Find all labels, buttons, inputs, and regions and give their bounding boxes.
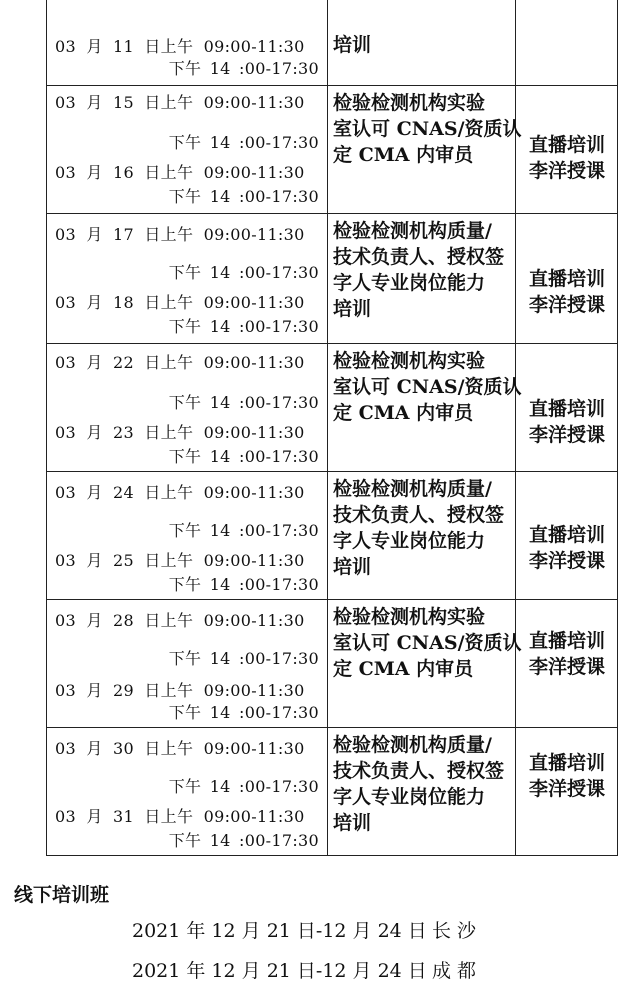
mode-line: 直播培训	[528, 398, 605, 420]
topic-line: 定 CMA 内审员	[333, 144, 474, 166]
pm-time: 下午 14 :00-17:30	[168, 393, 319, 412]
schedule-row	[46, 728, 618, 856]
topic-cell	[327, 344, 522, 471]
topic-line: 技术负责人、授权签	[333, 504, 505, 526]
topic-line: 检验检测机构质量/	[333, 734, 492, 756]
time-cell	[47, 728, 328, 855]
topic-line: 培训	[333, 298, 372, 320]
topic-line: 培训	[333, 556, 372, 578]
am-time: 03 月 29 日上午 09:00-11:30	[55, 681, 305, 700]
time-cell	[47, 344, 328, 471]
topic-line: 室认可 CNAS/资质认	[333, 632, 522, 654]
am-time: 03 月 18 日上午 09:00-11:30	[55, 293, 305, 312]
schedule-row	[46, 344, 618, 472]
pm-time: 下午 14 :00-17:30	[168, 133, 319, 152]
mode-line: 直播培训	[528, 752, 605, 774]
pm-time: 下午 14 :00-17:30	[168, 447, 319, 466]
topic-cell	[327, 214, 516, 343]
mode-cell	[515, 214, 619, 343]
mode-cell	[515, 0, 619, 85]
topic-cell	[327, 86, 522, 213]
schedule-row	[46, 600, 618, 728]
topic-line: 检验检测机构质量/	[333, 478, 492, 500]
topic-line: 培训	[333, 34, 372, 56]
mode-cell	[515, 86, 619, 213]
am-time: 03 月 22 日上午 09:00-11:30	[55, 353, 305, 372]
topic-line: 室认可 CNAS/资质认	[333, 118, 522, 140]
topic-cell	[327, 728, 516, 855]
topic-line: 检验检测机构实验	[333, 606, 486, 628]
mode-line: 李洋授课	[528, 294, 605, 316]
am-time: 03 月 24 日上午 09:00-11:30	[55, 483, 305, 502]
topic-cell	[327, 472, 516, 599]
topic-line: 字人专业岗位能力	[333, 272, 486, 294]
am-time: 03 月 17 日上午 09:00-11:30	[55, 225, 305, 244]
time-cell	[47, 214, 328, 343]
pm-time: 下午 14 :00-17:30	[168, 777, 319, 796]
schedule-row	[46, 86, 618, 214]
offline-city: 成都	[432, 960, 483, 982]
mode-line: 李洋授课	[528, 160, 605, 182]
pm-time: 下午 14 :00-17:30	[168, 263, 319, 282]
mode-line: 直播培训	[528, 268, 605, 290]
am-time: 03 月 25 日上午 09:00-11:30	[55, 551, 305, 570]
topic-cell	[327, 0, 516, 85]
topic-cell	[327, 600, 522, 727]
offline-dates: 2021 年 12 月 21 日-12 月 24 日	[132, 920, 427, 942]
mode-line: 直播培训	[528, 630, 605, 652]
offline-city: 长沙	[432, 920, 483, 942]
mode-line: 直播培训	[528, 134, 605, 156]
topic-line: 培训	[333, 812, 372, 834]
topic-line: 字人专业岗位能力	[333, 530, 486, 552]
topic-line: 字人专业岗位能力	[333, 786, 486, 808]
time-cell	[47, 600, 328, 727]
am-time: 03 月 30 日上午 09:00-11:30	[55, 739, 305, 758]
pm-time: 下午 14 :00-17:30	[168, 59, 319, 78]
topic-line: 室认可 CNAS/资质认	[333, 376, 522, 398]
mode-line: 李洋授课	[528, 778, 605, 800]
mode-cell	[515, 728, 619, 855]
topic-line: 检验检测机构实验	[333, 92, 486, 114]
pm-time: 下午 14 :00-17:30	[168, 187, 319, 206]
am-time: 03 月 11 日上午 09:00-11:30	[55, 37, 305, 56]
schedule-row	[46, 0, 618, 86]
topic-line: 检验检测机构实验	[333, 350, 486, 372]
topic-line: 检验检测机构质量/	[333, 220, 492, 242]
time-cell	[47, 0, 328, 85]
time-cell	[47, 472, 328, 599]
mode-line: 李洋授课	[528, 424, 605, 446]
topic-line: 技术负责人、授权签	[333, 760, 505, 782]
am-time: 03 月 31 日上午 09:00-11:30	[55, 807, 305, 826]
pm-time: 下午 14 :00-17:30	[168, 703, 319, 722]
mode-cell	[515, 600, 619, 727]
time-cell	[47, 86, 328, 213]
pm-time: 下午 14 :00-17:30	[168, 317, 319, 336]
am-time: 03 月 15 日上午 09:00-11:30	[55, 93, 305, 112]
mode-cell	[515, 472, 619, 599]
pm-time: 下午 14 :00-17:30	[168, 649, 319, 668]
topic-line: 技术负责人、授权签	[333, 246, 505, 268]
topic-line: 定 CMA 内审员	[333, 658, 474, 680]
mode-line: 李洋授课	[528, 656, 605, 678]
am-time: 03 月 16 日上午 09:00-11:30	[55, 163, 305, 182]
offline-dates: 2021 年 12 月 21 日-12 月 24 日	[132, 960, 427, 982]
schedule-row	[46, 214, 618, 344]
pm-time: 下午 14 :00-17:30	[168, 575, 319, 594]
mode-line: 直播培训	[528, 524, 605, 546]
topic-line: 定 CMA 内审员	[333, 402, 474, 424]
pm-time: 下午 14 :00-17:30	[168, 831, 319, 850]
am-time: 03 月 28 日上午 09:00-11:30	[55, 611, 305, 630]
offline-heading: 线下培训班	[14, 884, 110, 906]
schedule-table	[46, 0, 618, 856]
mode-cell	[515, 344, 619, 471]
mode-line: 李洋授课	[528, 550, 605, 572]
pm-time: 下午 14 :00-17:30	[168, 521, 319, 540]
schedule-row	[46, 472, 618, 600]
am-time: 03 月 23 日上午 09:00-11:30	[55, 423, 305, 442]
